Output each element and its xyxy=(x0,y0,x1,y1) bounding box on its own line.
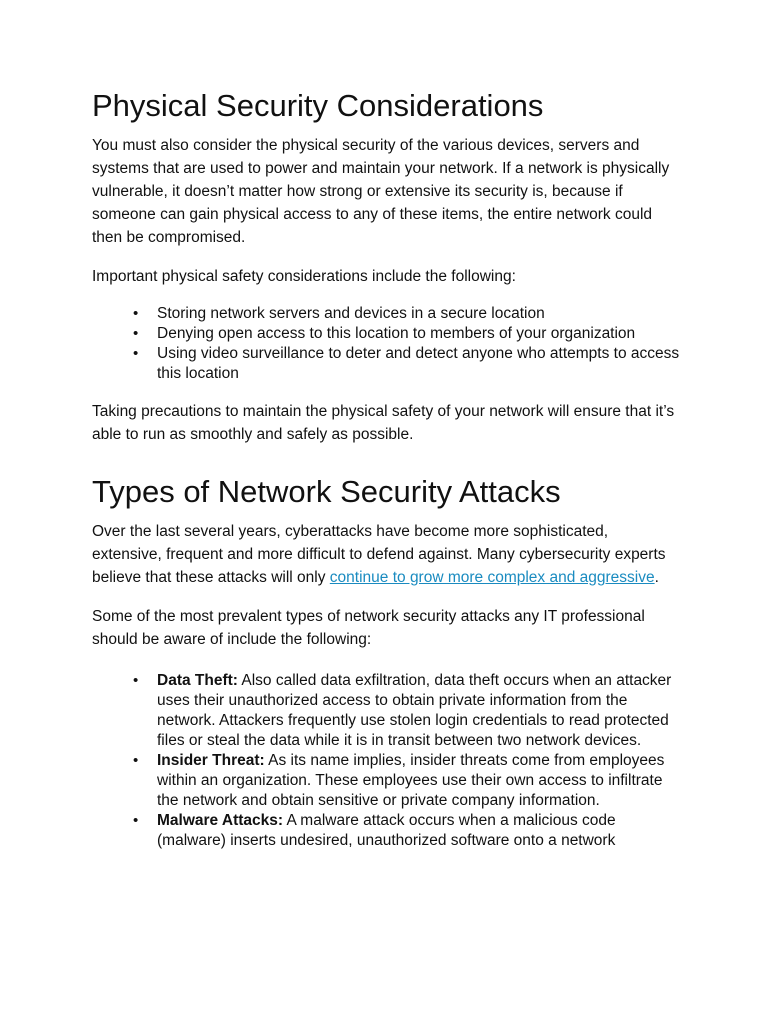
list-item xyxy=(133,671,682,751)
bullet-icon: • xyxy=(133,752,139,769)
bullet-icon: • xyxy=(133,345,139,362)
list-item-text: Using video surveillance to deter and detect anyone who attempts to access this location xyxy=(157,345,680,382)
physical-lead-paragraph: Important physical safety considerations include the following: xyxy=(92,268,516,285)
list-item-text: Denying open access to this location to members of your organization xyxy=(157,325,636,342)
attack-description: As its name implies, insider threats come from employees within an organization. These employees use their own access to infiltrate the network and obtain sensitive or private company information. xyxy=(157,752,665,809)
bullet-icon: • xyxy=(133,325,139,342)
attack-types-list xyxy=(92,671,682,851)
bullet-icon: • xyxy=(133,812,139,829)
attacks-intro-period: . xyxy=(654,569,659,586)
attacks-intro-paragraph xyxy=(92,520,682,589)
document-page xyxy=(92,86,682,851)
grow-more-complex-link[interactable]: continue to grow more complex and aggressive xyxy=(329,569,655,586)
physical-intro-paragraph: You must also consider the physical security of the various devices, servers and systems that are used to power and maintain your network. If a network is physically vulnerable, it doesn’t matter how strong or extensive its security is, because if someone can gain physical access to any of these items, the entire network could then be compromised. xyxy=(92,137,670,246)
list-item-text: Storing network servers and devices in a secure location xyxy=(157,305,545,322)
attack-term: Malware Attacks: xyxy=(157,812,284,829)
list-item xyxy=(133,344,682,384)
attack-term: Data Theft: xyxy=(157,672,238,689)
heading-network-attacks: Types of Network Security Attacks xyxy=(92,474,561,509)
bullet-icon: • xyxy=(133,305,139,322)
physical-closing-paragraph: Taking precautions to maintain the physical safety of your network will ensure that it’s able to run as smoothly and safely as possible. xyxy=(92,403,675,443)
list-item xyxy=(133,811,682,851)
attack-term: Insider Threat: xyxy=(157,752,265,769)
list-item xyxy=(133,304,682,324)
list-item xyxy=(133,751,682,811)
bullet-icon: • xyxy=(133,672,139,689)
attack-description: A malware attack occurs when a malicious code (malware) inserts undesired, unauthorized software onto a network xyxy=(157,812,616,849)
attacks-intro-text: Over the last several years, cyberattacks have become more sophisticated, extensive, frequent and more difficult to defend against. Many cybersecurity experts believe that these attacks will only xyxy=(92,523,666,586)
list-item xyxy=(133,324,682,344)
attacks-lead-paragraph: Some of the most prevalent types of network security attacks any IT professional should be aware of include the following: xyxy=(92,608,645,648)
attack-description: Also called data exfiltration, data theft occurs when an attacker uses their unauthorized access to obtain private information from the network. Attackers frequently use stolen login credentials to read protected files or steal the data while it is in transit between two network devices. xyxy=(157,672,672,749)
physical-considerations-list xyxy=(92,304,682,384)
heading-physical-security: Physical Security Considerations xyxy=(92,88,544,123)
